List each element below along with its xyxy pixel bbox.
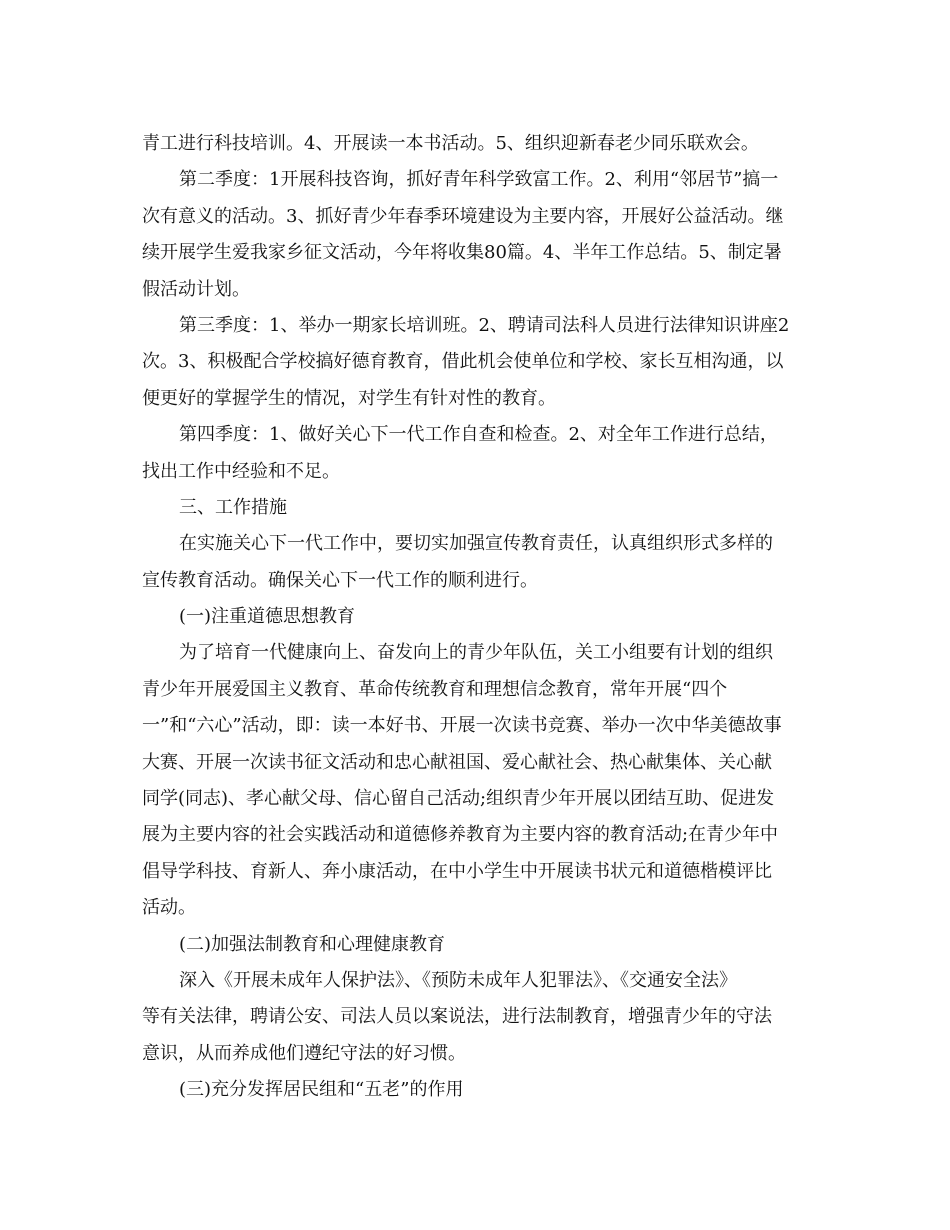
text-line: 宣传教育活动。确保关心下一代工作的顺利进行。 xyxy=(142,569,538,591)
text-line: 在实施关心下一代工作中，要切实加强宣传教育责任，认真组织形式多样的 xyxy=(179,533,773,555)
text-line: 倡导学科技、育新人、奔小康活动，在中小学生中开展读书状元和道德楷模评比 xyxy=(142,860,772,882)
text-line: 为了培育一代健康向上、奋发向上的青少年队伍，关工小组要有计划的组织 xyxy=(179,642,773,664)
text-line: 假活动计划。 xyxy=(142,278,250,300)
section-heading: 三、工作措施 xyxy=(179,496,287,518)
text-line: 青少年开展爱国主义教育、革命传统教育和理想信念教育，常年开展“四个 xyxy=(142,678,728,700)
text-line: 展为主要内容的社会实践活动和道德修养教育为主要内容的教育活动;在青少年中 xyxy=(142,824,779,846)
text-line: 第二季度：1开展科技咨询，抓好青年科学致富工作。2、利用“邻居节”搞一 xyxy=(179,169,779,191)
text-line: 一”和“六心”活动，即：读一本好书、开展一次读书竞赛、举办一次中华美德故事 xyxy=(142,715,782,737)
text-line: 深入《开展未成年人保护法》、《预防未成年人犯罪法》、《交通安全法》 xyxy=(179,969,737,991)
text-line: 活动。 xyxy=(142,897,196,919)
text-line: 第四季度：1、做好关心下一代工作自查和检查。2、对全年工作进行总结， xyxy=(179,424,778,446)
text-line: 找出工作中经验和不足。 xyxy=(142,460,340,482)
text-line: 意识，从而养成他们遵纪守法的好习惯。 xyxy=(142,1042,466,1064)
text-line: 青工进行科技培训。4、开展读一本书活动。5、组织迎新春老少同乐联欢会。 xyxy=(142,133,759,154)
subsection-heading: (一)注重道德思想教育 xyxy=(179,606,356,628)
text-line: 同学(同志)、孝心献父母、信心留自己活动;组织青少年开展以团结互助、促进发 xyxy=(142,788,775,810)
text-line: 续开展学生爱我家乡征文活动，今年将收集80篇。4、半年工作总结。5、制定暑 xyxy=(142,242,782,264)
text-line: 等有关法律，聘请公安、司法人员以案说法，进行法制教育，增强青少年的守法 xyxy=(142,1006,772,1028)
text-line: 便更好的掌握学生的情况，对学生有针对性的教育。 xyxy=(142,387,556,409)
subsection-heading: (三)充分发挥居民组和“五老”的作用 xyxy=(179,1079,464,1101)
subsection-heading: (二)加强法制教育和心理健康教育 xyxy=(179,933,446,955)
text-line: 大赛、开展一次读书征文活动和忠心献祖国、爱心献社会、热心献集体、关心献 xyxy=(142,751,772,773)
text-line: 次有意义的活动。3、抓好青少年春季环境建设为主要内容，开展好公益活动。继 xyxy=(142,205,784,227)
document-body xyxy=(142,126,808,1109)
text-line: 次。3、积极配合学校搞好德育教育，借此机会使单位和学校、家长互相沟通，以 xyxy=(142,351,784,373)
text-line: 第三季度：1、举办一期家长培训班。2、聘请司法科人员进行法律知识讲座2 xyxy=(179,314,790,336)
